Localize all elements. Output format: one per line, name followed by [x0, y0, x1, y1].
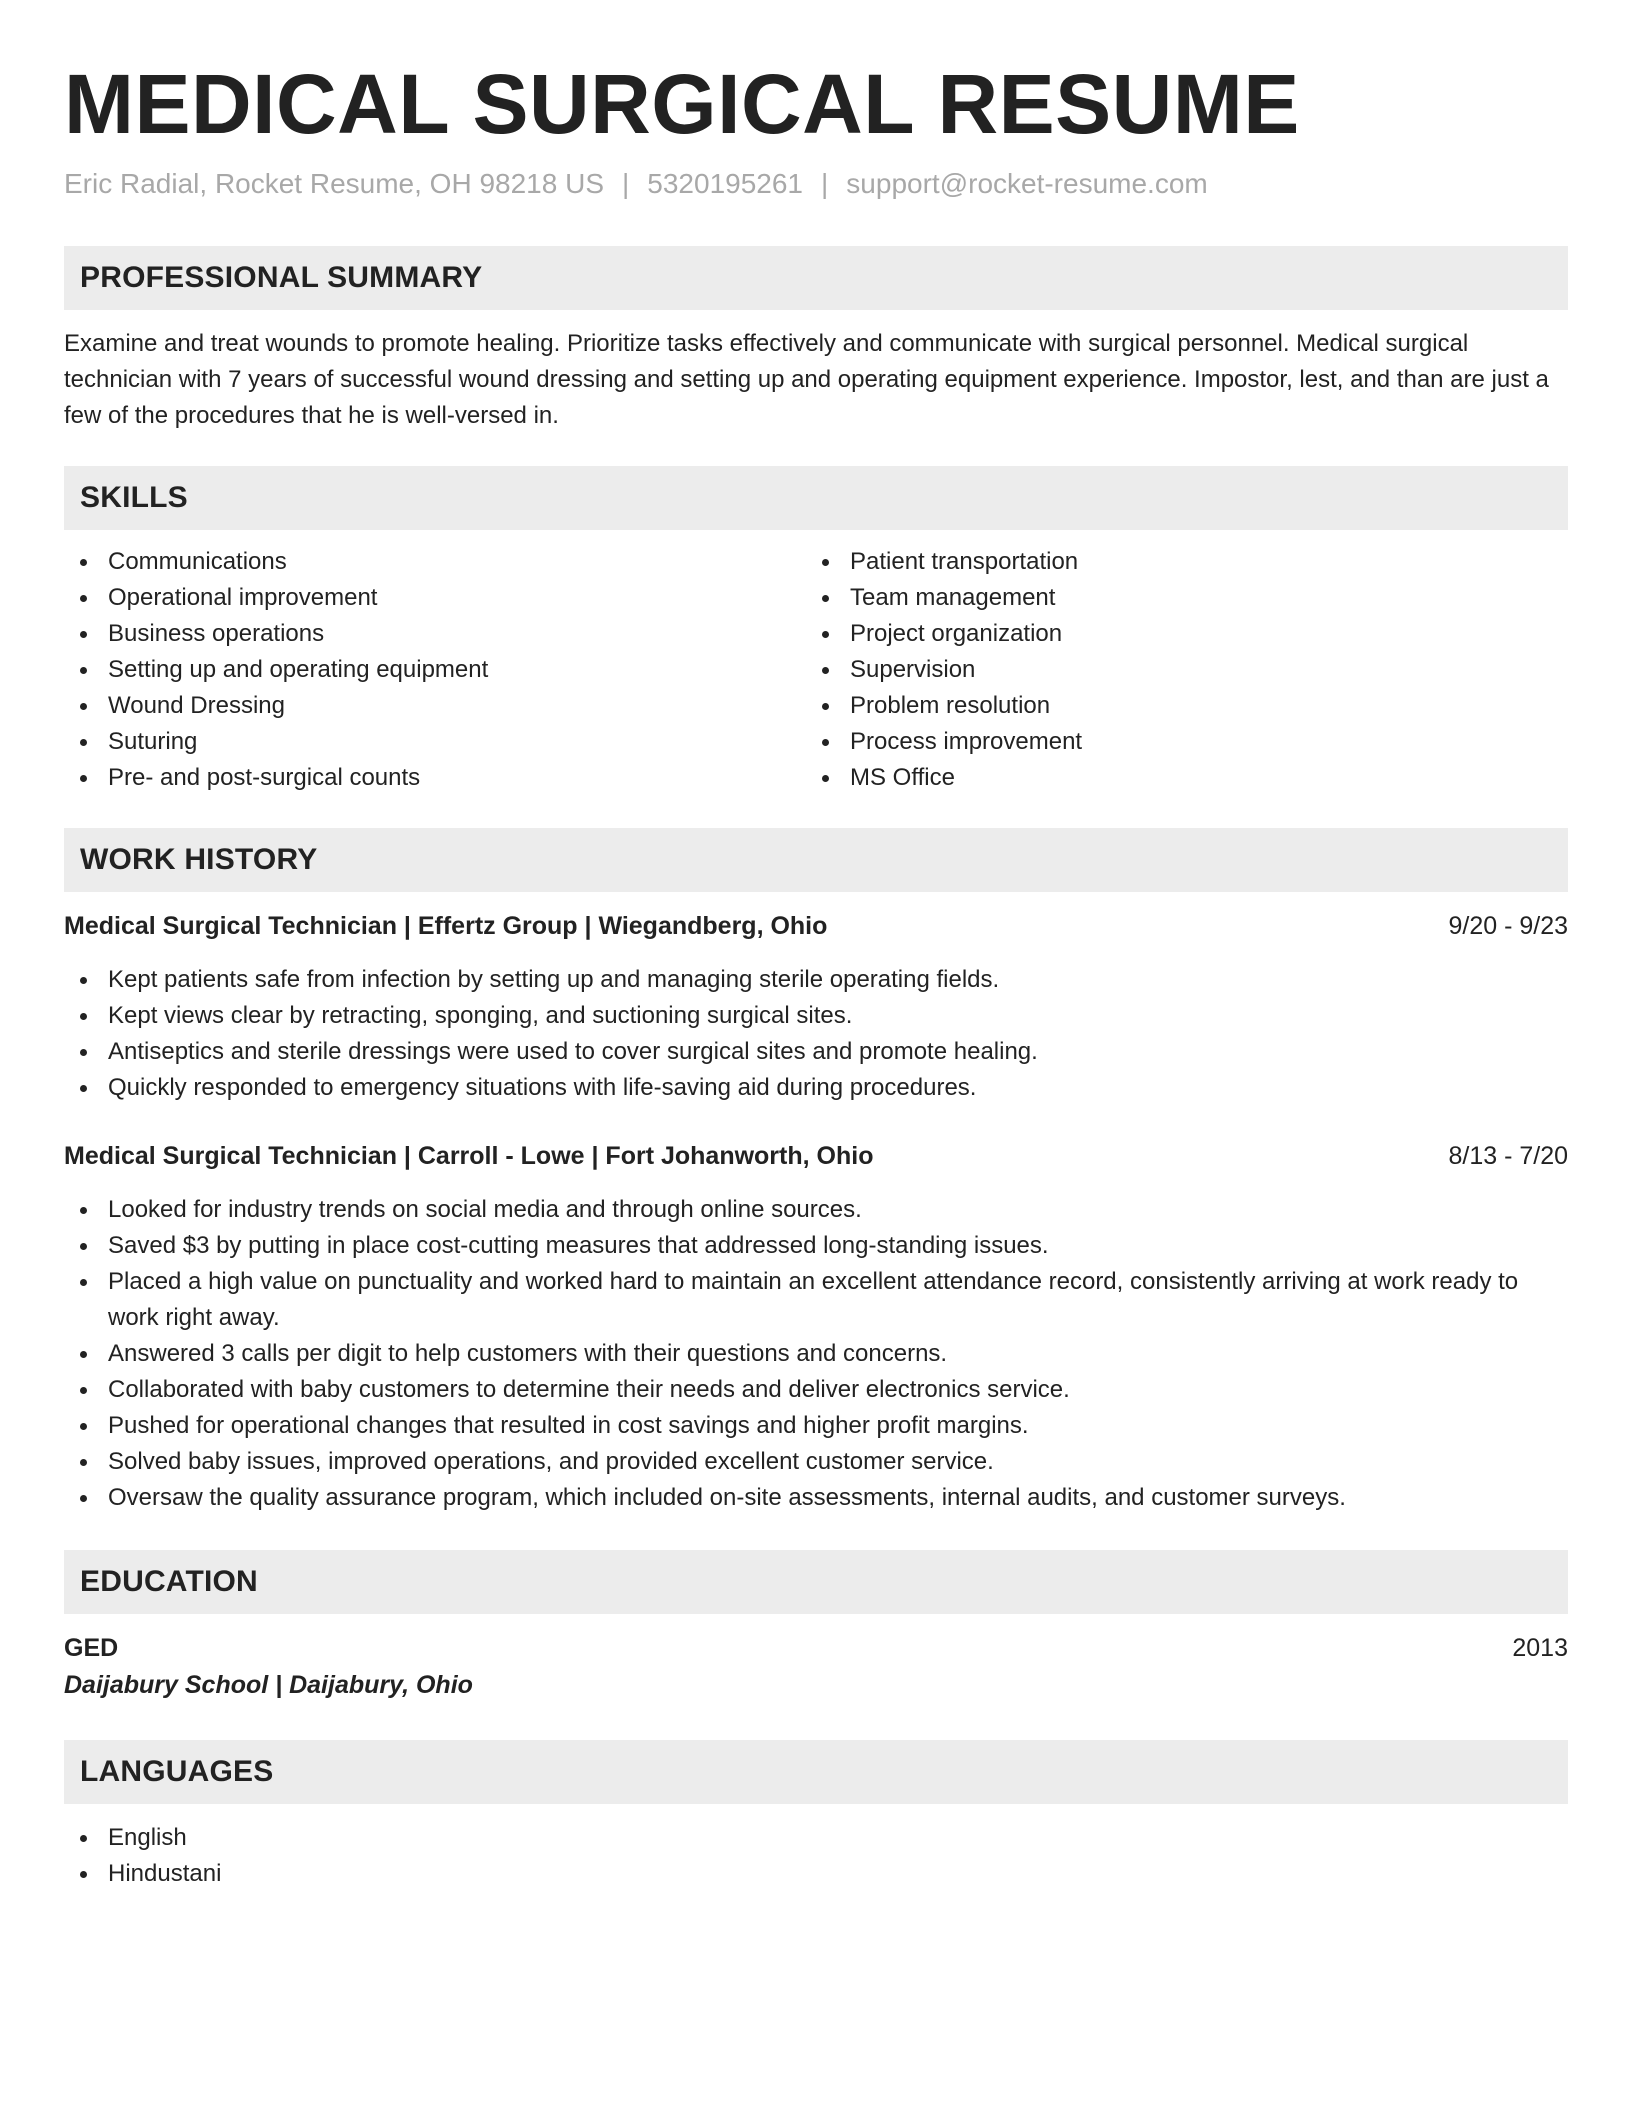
skill-item: Wound Dressing: [64, 688, 806, 724]
job-bullet: Kept patients safe from infection by setting up and managing sterile operating fields.: [64, 962, 1568, 998]
education-school: Daijabury School | Daijabury, Ohio: [64, 1671, 473, 1699]
education-year: 2013: [1512, 1634, 1568, 1662]
job-title: Medical Surgical Technician | Effertz Group | Wiegandberg, Ohio: [64, 912, 828, 940]
job-bullet: Looked for industry trends on social media and through online sources.: [64, 1192, 1568, 1228]
job-bullet: Kept views clear by retracting, sponging, and suctioning surgical sites.: [64, 998, 1568, 1034]
language-item: Hindustani: [64, 1856, 1568, 1892]
contact-address: Eric Radial, Rocket Resume, OH 98218 US: [64, 168, 604, 199]
job-header: [64, 908, 1568, 944]
skill-item: Process improvement: [806, 724, 1548, 760]
skill-item: Business operations: [64, 616, 806, 652]
job-bullet: Solved baby issues, improved operations, and provided excellent customer service.: [64, 1444, 1568, 1480]
skills-list-left: [64, 544, 806, 796]
skill-item: MS Office: [806, 760, 1548, 796]
skills-heading: SKILLS: [64, 466, 1568, 530]
skill-item: Setting up and operating equipment: [64, 652, 806, 688]
job-dates: 9/20 - 9/23: [1448, 912, 1568, 940]
job-bullet: Antiseptics and sterile dressings were used to cover surgical sites and promote healing.: [64, 1034, 1568, 1070]
skills-section: [64, 466, 1568, 796]
languages-heading: LANGUAGES: [64, 1740, 1568, 1804]
education-header: [64, 1630, 1568, 1666]
summary-section: [64, 246, 1568, 434]
job-entry: [64, 1138, 1568, 1516]
contact-separator: |: [821, 168, 829, 199]
skill-item: Team management: [806, 580, 1548, 616]
job-bullet: Collaborated with baby customers to determine their needs and deliver electronics service.: [64, 1372, 1568, 1408]
skill-item: Problem resolution: [806, 688, 1548, 724]
job-bullet: Saved $3 by putting in place cost-cutting measures that addressed long-standing issues.: [64, 1228, 1568, 1264]
job-bullet: Answered 3 calls per digit to help customers with their questions and concerns.: [64, 1336, 1568, 1372]
job-bullet: Pushed for operational changes that resulted in cost savings and higher profit margins.: [64, 1408, 1568, 1444]
skill-item: Pre- and post-surgical counts: [64, 760, 806, 796]
contact-line: [64, 166, 1568, 202]
job-bullets: [64, 962, 1568, 1106]
job-entry: [64, 908, 1568, 1106]
contact-email: support@rocket-resume.com: [846, 168, 1208, 199]
languages-section: [64, 1740, 1568, 1892]
education-heading: EDUCATION: [64, 1550, 1568, 1614]
skills-column-left: [64, 544, 806, 796]
job-bullet: Quickly responded to emergency situations with life-saving aid during procedures.: [64, 1070, 1568, 1106]
skills-columns: [64, 544, 1568, 796]
job-bullet: Oversaw the quality assurance program, which included on-site assessments, internal audits, and customer surveys.: [64, 1480, 1568, 1516]
language-item: English: [64, 1820, 1568, 1856]
work-section: [64, 828, 1568, 1516]
job-bullet: Placed a high value on punctuality and worked hard to maintain an excellent attendance record, consistently arriving at work ready to work right away.: [64, 1264, 1568, 1336]
education-section: [64, 1550, 1568, 1704]
skill-item: Communications: [64, 544, 806, 580]
summary-heading: PROFESSIONAL SUMMARY: [64, 246, 1568, 310]
job-header: [64, 1138, 1568, 1174]
resume-title: MEDICAL SURGICAL RESUME: [64, 57, 1300, 151]
skill-item: Suturing: [64, 724, 806, 760]
skill-item: Supervision: [806, 652, 1548, 688]
summary-text: Examine and treat wounds to promote healing. Prioritize tasks effectively and communicate with surgical personnel. Medical surgical technician with 7 years of successful wound dressing and setting up and operating equipment experience. Impostor, lest, and than are just a few of the procedures that he is well-versed in.: [64, 330, 1549, 429]
skill-item: Project organization: [806, 616, 1548, 652]
job-dates: 8/13 - 7/20: [1448, 1142, 1568, 1170]
skills-column-right: [806, 544, 1548, 796]
contact-separator: |: [622, 168, 630, 199]
skill-item: Operational improvement: [64, 580, 806, 616]
job-title: Medical Surgical Technician | Carroll - Lowe | Fort Johanworth, Ohio: [64, 1142, 874, 1170]
languages-list: [64, 1820, 1568, 1892]
skill-item: Patient transportation: [806, 544, 1548, 580]
work-heading: WORK HISTORY: [64, 828, 1568, 892]
contact-phone: 5320195261: [647, 168, 804, 199]
job-bullets: [64, 1192, 1568, 1516]
education-degree: GED: [64, 1634, 119, 1662]
skills-list-right: [806, 544, 1548, 796]
